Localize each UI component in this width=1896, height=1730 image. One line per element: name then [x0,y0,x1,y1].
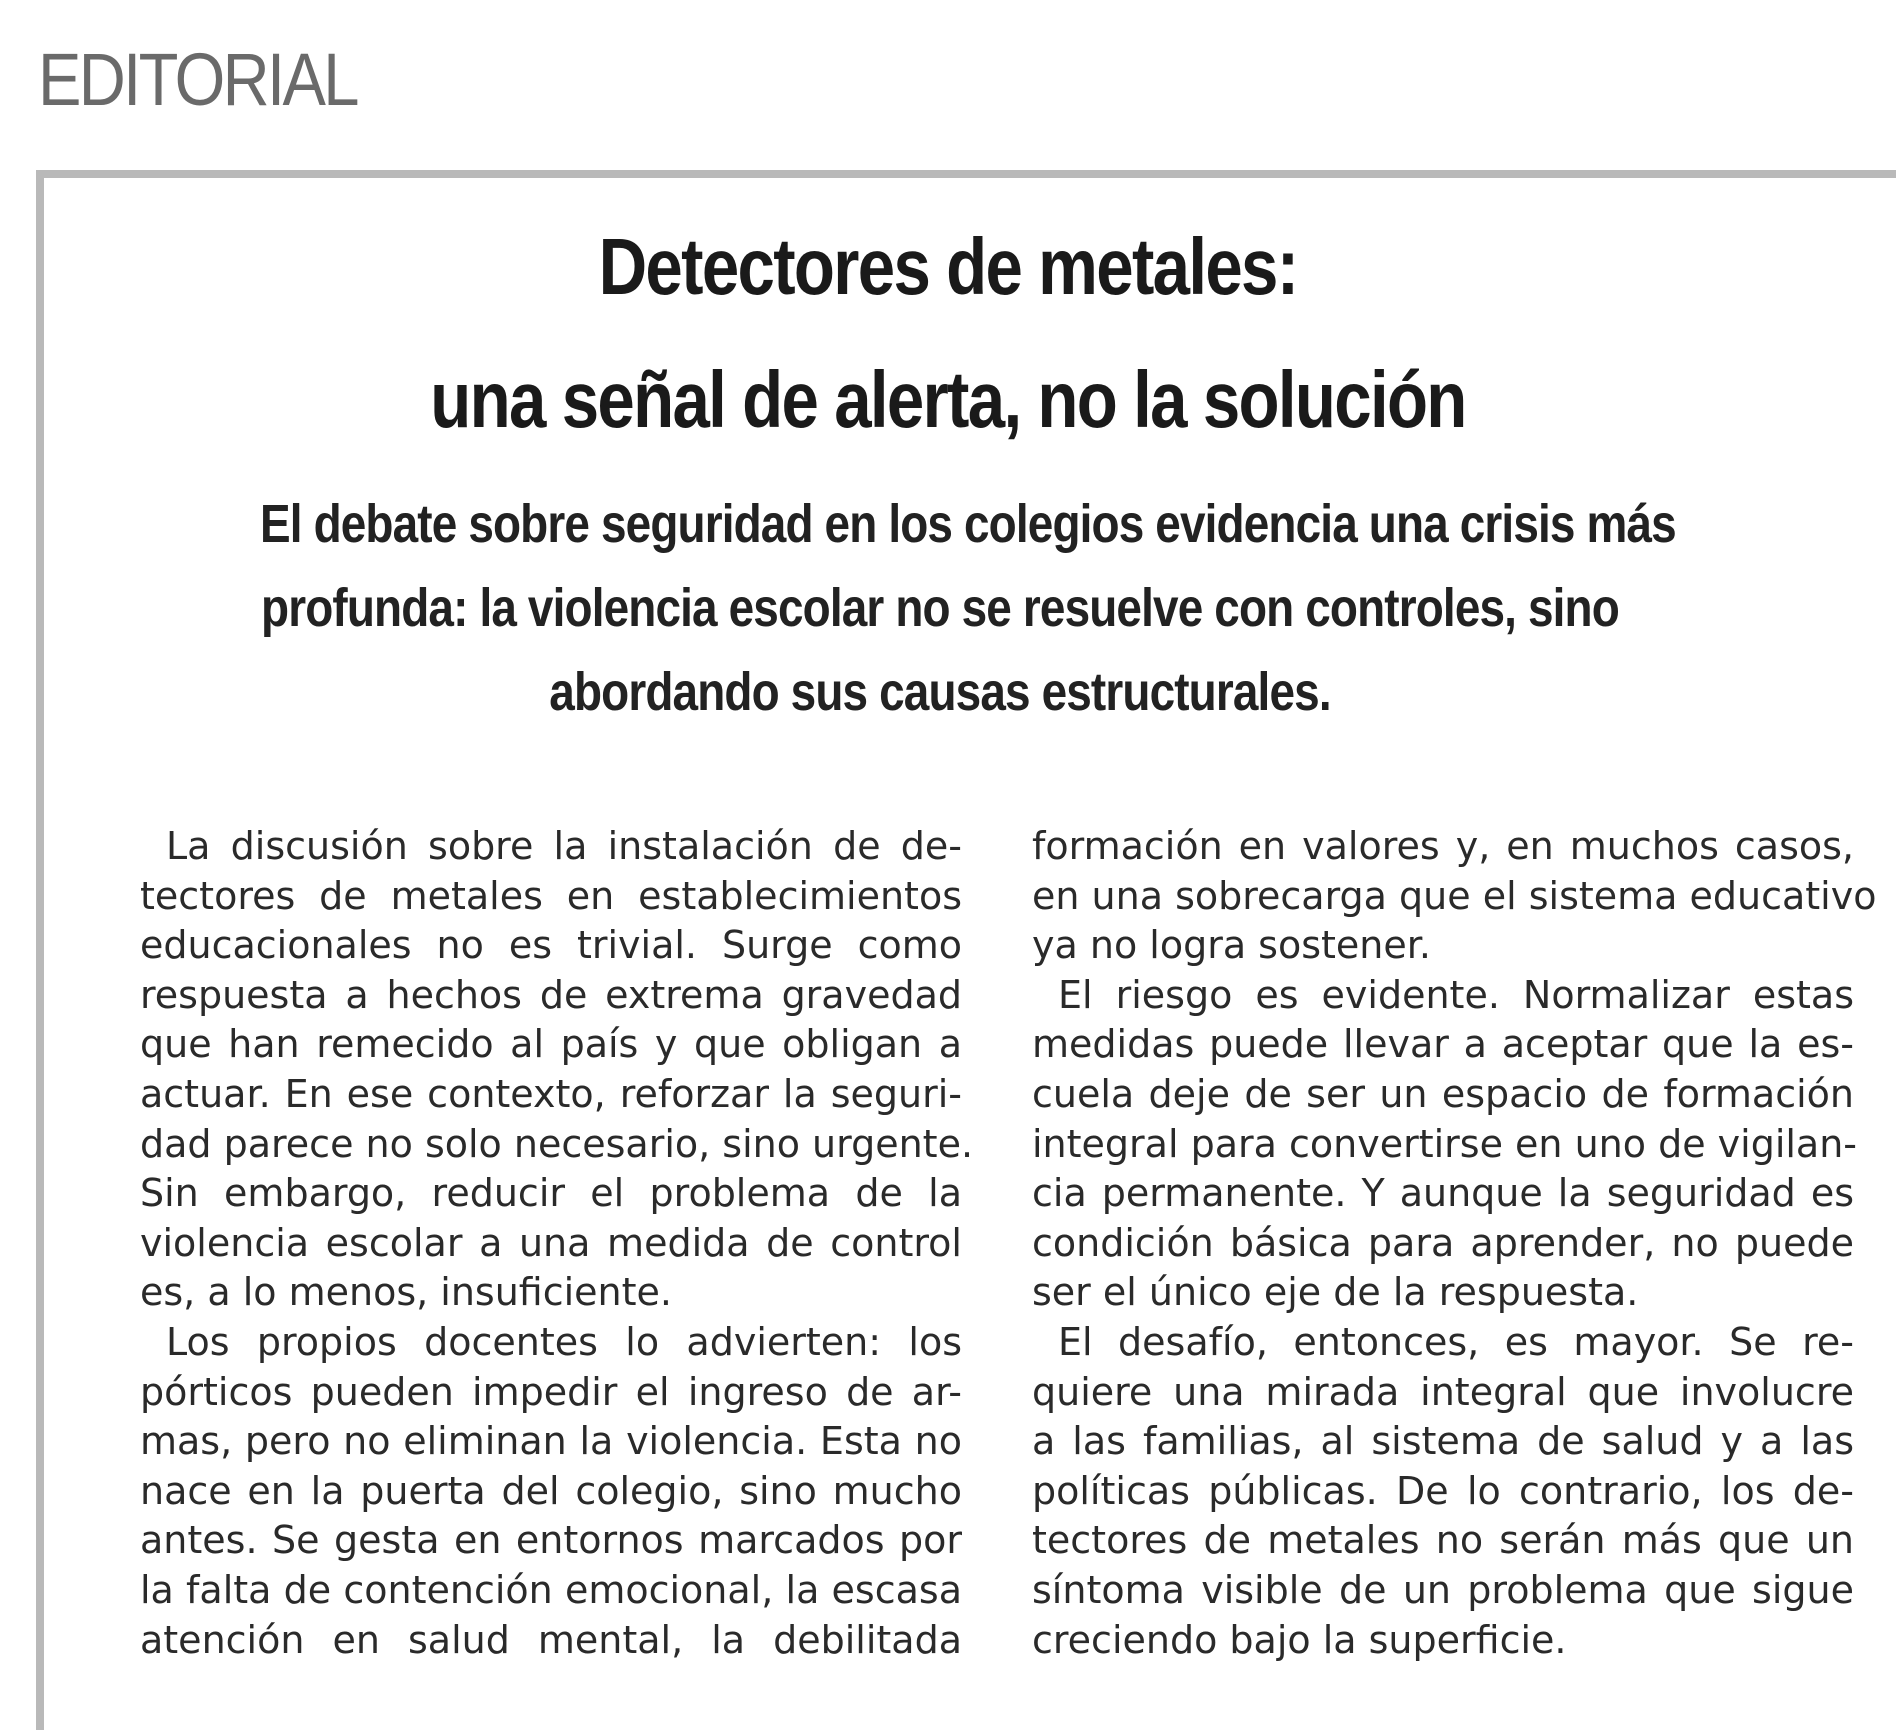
body-line: mas, pero no eliminan la violencia. Esta no [140,1419,962,1464]
body-line: ya no logra sostener. [1032,923,1431,968]
body-line: El desafío, entonces, es mayor. Se re- [1058,1319,1854,1364]
body-line: ser el único eje de la respuesta. [1032,1270,1639,1315]
body-line: respuesta a hechos de extrema gravedad [140,972,962,1017]
body-line: educacionales no es trivial. Surge como [140,923,962,968]
body-column-left [140,822,974,1665]
body-line: en una sobrecarga que el sistema educativo [1032,873,1877,918]
body-line: integral para convertirse en uno de vigilan- [1032,1121,1858,1166]
subhead-line-3: abordando sus causas estructurales. [549,662,1331,722]
subhead-line-1: El debate sobre seguridad en los colegios evidencia una crisis más [260,494,1676,554]
body-line: nace en la puerta del colegio, sino mucho [140,1468,962,1513]
headline-line-2: una señal de alerta, no la solución [430,355,1466,444]
body-line: atención en salud mental, la debilitada [140,1617,962,1662]
body-line: la falta de contención emocional, la escasa [140,1567,962,1612]
body-line: antes. Se gesta en entornos marcados por [140,1518,962,1563]
subhead-line-2: profunda: la violencia escolar no se resuelve con controles, sino [261,578,1619,638]
body-line: políticas públicas. De lo contrario, los de- [1032,1468,1854,1513]
body-line: síntoma visible de un problema que sigue [1032,1567,1854,1612]
headline-line-1: Detectores de metales: [598,222,1298,311]
subheadline [140,482,1740,734]
body-line: creciendo bajo la superficie. [1032,1617,1567,1662]
body-line: actuar. En ese contexto, reforzar la seguri- [140,1071,962,1116]
body-line: violencia escolar a una medida de control [140,1220,962,1265]
headline [0,200,1896,466]
body-line: medidas puede llevar a aceptar que la es- [1032,1022,1854,1067]
body-line: dad parece no solo necesario, sino urgente. [140,1121,974,1166]
body-line: cuela deje de ser un espacio de formación [1032,1071,1854,1116]
body-line: pórticos pueden impedir el ingreso de ar- [140,1369,962,1414]
body-line: condición básica para aprender, no puede [1032,1220,1854,1265]
body-line: cia permanente. Y aunque la seguridad es [1032,1171,1854,1216]
body-column-right [1032,822,1877,1665]
body-line: quiere una mirada integral que involucre [1032,1369,1854,1414]
section-label: EDITORIAL [38,38,357,121]
body-line: La discusión sobre la instalación de de- [166,824,962,868]
body-line: que han remecido al país y que obligan a [140,1022,962,1067]
body-line: El riesgo es evidente. Normalizar estas [1058,972,1854,1017]
body-line: tectores de metales no serán más que un [1032,1518,1854,1563]
body-line: es, a lo menos, insuficiente. [140,1270,672,1315]
body-line: formación en valores y, en muchos casos, [1032,824,1854,868]
body-line: a las familias, al sistema de salud y a las [1032,1419,1854,1464]
body-line: Sin embargo, reducir el problema de la [140,1171,962,1216]
body-line: Los propios docentes lo advierten: los [166,1319,962,1364]
body-line: tectores de metales en establecimientos [140,873,962,918]
